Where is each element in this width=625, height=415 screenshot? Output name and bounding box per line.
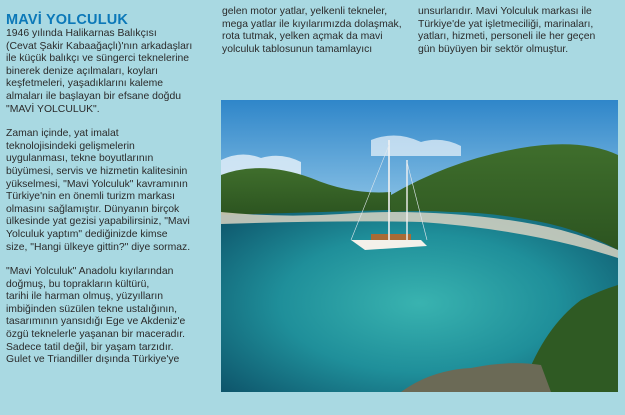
bay-illustration: [221, 100, 618, 392]
column-right: [418, 6, 624, 68]
article-title: MAVİ YOLCULUK: [6, 12, 129, 28]
column-left: [6, 12, 210, 379]
paragraph-continuation: gelen motor yatlar, yelkenli tekneler, mega yatlar ile kıyılarımızda dolaşmak, rota tutmak, yelken açmak da mavi yolculuk tablosunun tamamlayıcı: [222, 6, 402, 55]
paragraph-intro: 1946 yılında Halikarnas Balıkçısı (Cevat Şakir Kabaağaçlı)'nın arkadaşları ile küçük balıkçı ve süngerci teknelerine binerek denize açılmaları, koyları keşfetmeleri, yaşadıklarını kaleme almaları ile başlayan bir efsane doğdu "MAVİ YOLCULUK".: [6, 28, 193, 115]
gulet-bay-photo: [221, 100, 618, 392]
paragraph-conclusion: unsurlarıdır. Mavi Yolculuk markası ile Türkiye'de yat işletmeciliği, marinaları, yatları, hizmeti, personeli ile her geçen gün büyüyen bir sektör olmuştur.: [418, 6, 596, 55]
column-middle: [222, 6, 412, 68]
paragraph-culture: "Mavi Yolculuk" Anadolu kıyılarından doğmuş, bu toprakların kültürü, tarihi ile harman olmuş, yüzyılların imbiğinden süzülen tekne ustalığının, tasarımının yansıdığı Ege ve Akdeniz'e özgü teknelerle yaşanan bir maceradır. Sadece tatil değil, bir yaşam tarzıdır. Gulet ve Triandiller dışında Türkiye'ye: [6, 266, 186, 366]
paragraph-history: Zaman içinde, yat imalat teknolojisindeki gelişmelerin uygulanması, tekne boyutlarının büyümesi, servis ve hizmetin kalitesinin yükselmesi, "Mavi Yolculuk" kavramının Türkiye'nin en önemli turizm markası olmasını sağlamıştır. Dünyanın birçok ülkesinde yat gezisi yapabilirsiniz, "Mavi Yolculuk yaptım" dediğinizde kimse size, "Hangi ülkeye gittin?" diye sormaz.: [6, 128, 191, 253]
